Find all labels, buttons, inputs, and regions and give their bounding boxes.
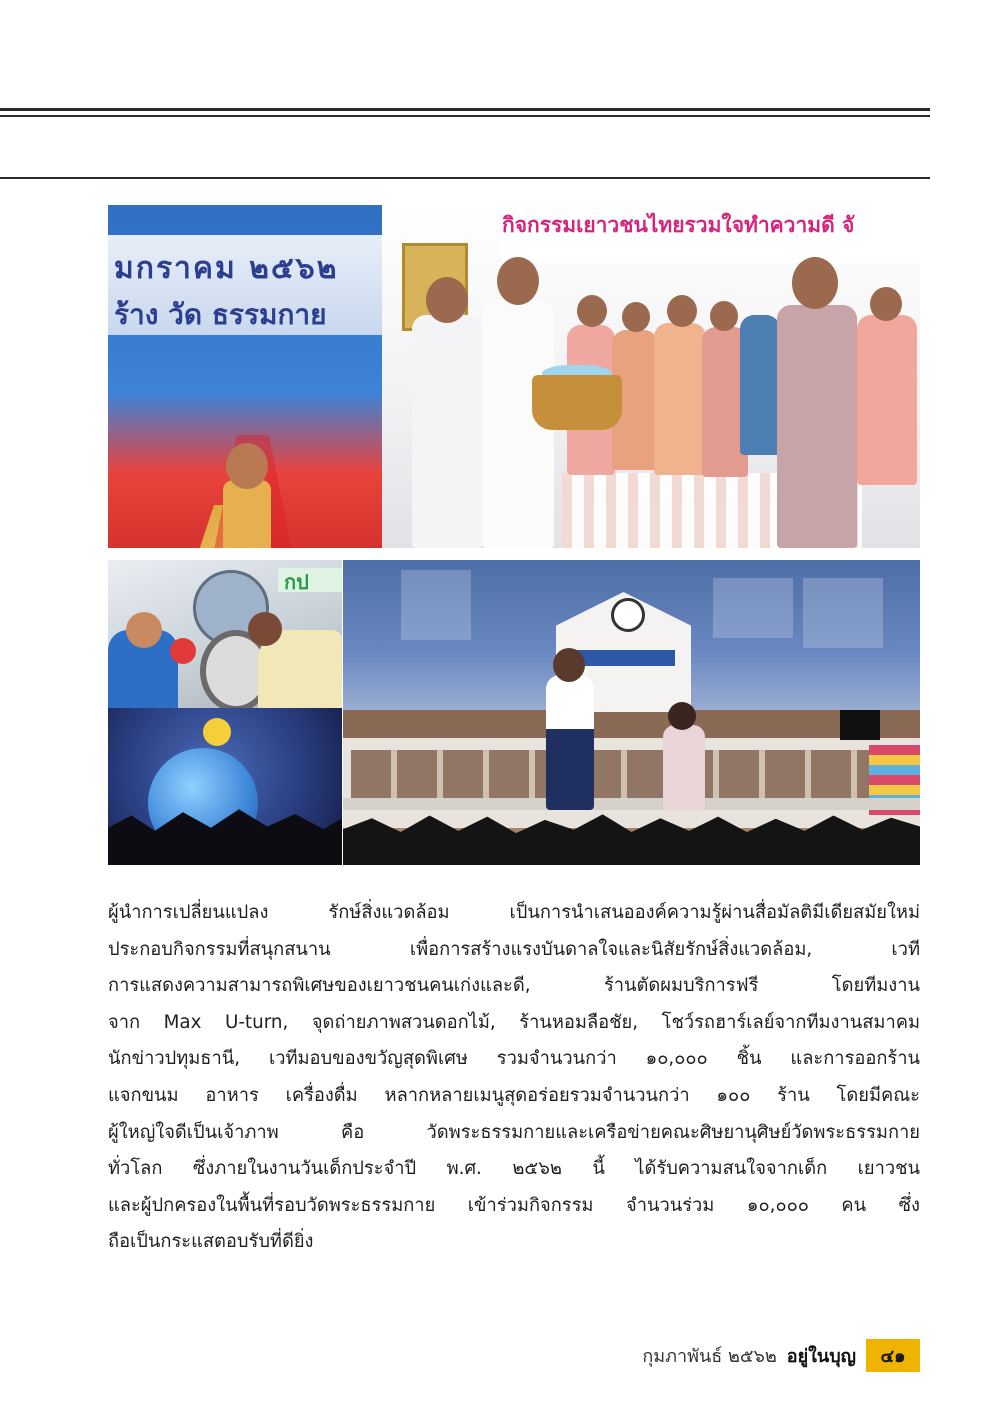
- article-line: ถือเป็นกระแสตอบรับที่ดียิ่ง: [108, 1231, 314, 1253]
- article-body: [108, 895, 920, 1261]
- child-6: [857, 315, 917, 485]
- photo-projection: [108, 708, 342, 865]
- article-line: จาก Max U-turn, จุดถ่ายภาพสวนดอกไม้, ร้านหอมลือชัย, โชว์รถฮาร์เลย์จากทีมงานสมาคม: [108, 1011, 920, 1033]
- article-line: ผู้นำการเปลี่ยนแปลง รักษ์สิ่งแวดล้อม เป็นการนำเสนอองค์ความรู้ผ่านสื่อมัลติมีเดียสมัยใหม่: [108, 902, 920, 923]
- dancer-head: [226, 443, 268, 489]
- stage-banner-text-2: ร้าง วัด ธรรมกาย: [114, 298, 327, 331]
- stage-banner-text-1: มกราคม ๒๕๖๒: [114, 251, 339, 286]
- header-rule-top-thin: [0, 115, 930, 117]
- child-5: [740, 315, 780, 455]
- host-woman: [663, 725, 705, 810]
- page-number: ๔๑: [866, 1339, 920, 1372]
- photo-gift-ceremony: [382, 205, 920, 548]
- header-rule-bottom: [0, 177, 930, 179]
- school-windows: [351, 750, 911, 798]
- woman-white-2-head: [497, 257, 539, 305]
- issue-date: กุมภาพันธ์ ๒๕๖๒: [642, 1345, 777, 1367]
- child-3: [654, 323, 706, 475]
- photo-dancing-girl: [108, 205, 382, 548]
- woman-helper-head: [248, 612, 282, 646]
- woman-white-1-head: [426, 277, 468, 323]
- woman-3: [777, 305, 857, 548]
- child-6-head: [870, 287, 902, 321]
- ceremony-banner-text: กิจกรรมเยาวชนไทยรวมใจทำความดี จั: [502, 213, 855, 237]
- page-footer: [642, 1340, 920, 1370]
- woman-3-head: [792, 257, 838, 309]
- woman-white-1: [412, 315, 482, 548]
- backdrop-text-block-2: [713, 578, 793, 638]
- clock-icon: [611, 598, 645, 632]
- gift-basket: [532, 375, 622, 430]
- article-line: ประกอบกิจกรรมที่สนุกสนาน เพื่อการสร้างแรงบันดาลใจและนิสัยรักษ์สิ่งแวดล้อม, เวที: [108, 938, 920, 960]
- article-line: ผู้ใหญ่ใจดีเป็นเจ้าภาพ คือ วัดพระธรรมกายและเครือข่ายคณะศิษยานุศิษย์วัดพระธรรมกาย: [108, 1121, 920, 1143]
- article-line: ทั่วโลก ซึ่งภายในงานวันเด็กประจำปี พ.ศ. ๒๕๖๒ นี้ ได้รับความสนใจจากเด็ก เยาวชน: [108, 1158, 920, 1180]
- dancer-top: [223, 480, 271, 548]
- magazine-name: อยู่ในบุญ: [786, 1345, 856, 1367]
- photo-mascot-play: [108, 560, 342, 708]
- stage-floor: [343, 798, 920, 810]
- child-3-head: [667, 295, 697, 327]
- projected-badge: [203, 718, 231, 746]
- boy-head: [126, 612, 162, 648]
- tower-sign: [575, 650, 675, 666]
- child-1-head: [577, 295, 607, 327]
- host-woman-head: [668, 702, 696, 730]
- red-ball: [170, 638, 196, 664]
- backdrop-text-block-1: [401, 570, 471, 640]
- article-line: และผู้ปกครองในพื้นที่รอบวัดพระธรรมกาย เข้าร่วมกิจกรรม จำนวนร่วม ๑๐,๐๐๐ คน ซึ่ง: [108, 1194, 920, 1216]
- backdrop-text-block-3: [803, 578, 883, 648]
- child-2-head: [622, 302, 650, 332]
- photo-school-stage: [343, 560, 920, 865]
- speaker: [840, 710, 880, 740]
- header-rule-top: [0, 108, 930, 111]
- student-speaker-head: [553, 648, 585, 682]
- student-speaker: [546, 675, 594, 810]
- article-line: นักข่าวปทุมธานี, เวทีมอบของขวัญสุดพิเศษ รวมจำนวนกว่า ๑๐,๐๐๐ ชิ้น และการออกร้าน: [108, 1048, 920, 1070]
- child-4-head: [710, 301, 738, 331]
- article-line: แจกขนม อาหาร เครื่องดื่ม หลากหลายเมนูสุดอร่อยรวมจำนวนกว่า ๑๐๐ ร้าน โดยมีคณะ: [108, 1084, 920, 1106]
- mascot-sign-text: กป: [284, 570, 309, 594]
- article-line: การแสดงความสามารถพิเศษของเยาวชนคนเก่งและดี, ร้านตัดผมบริการฟรี โดยทีมงาน: [108, 975, 920, 997]
- school-roof: [343, 710, 920, 740]
